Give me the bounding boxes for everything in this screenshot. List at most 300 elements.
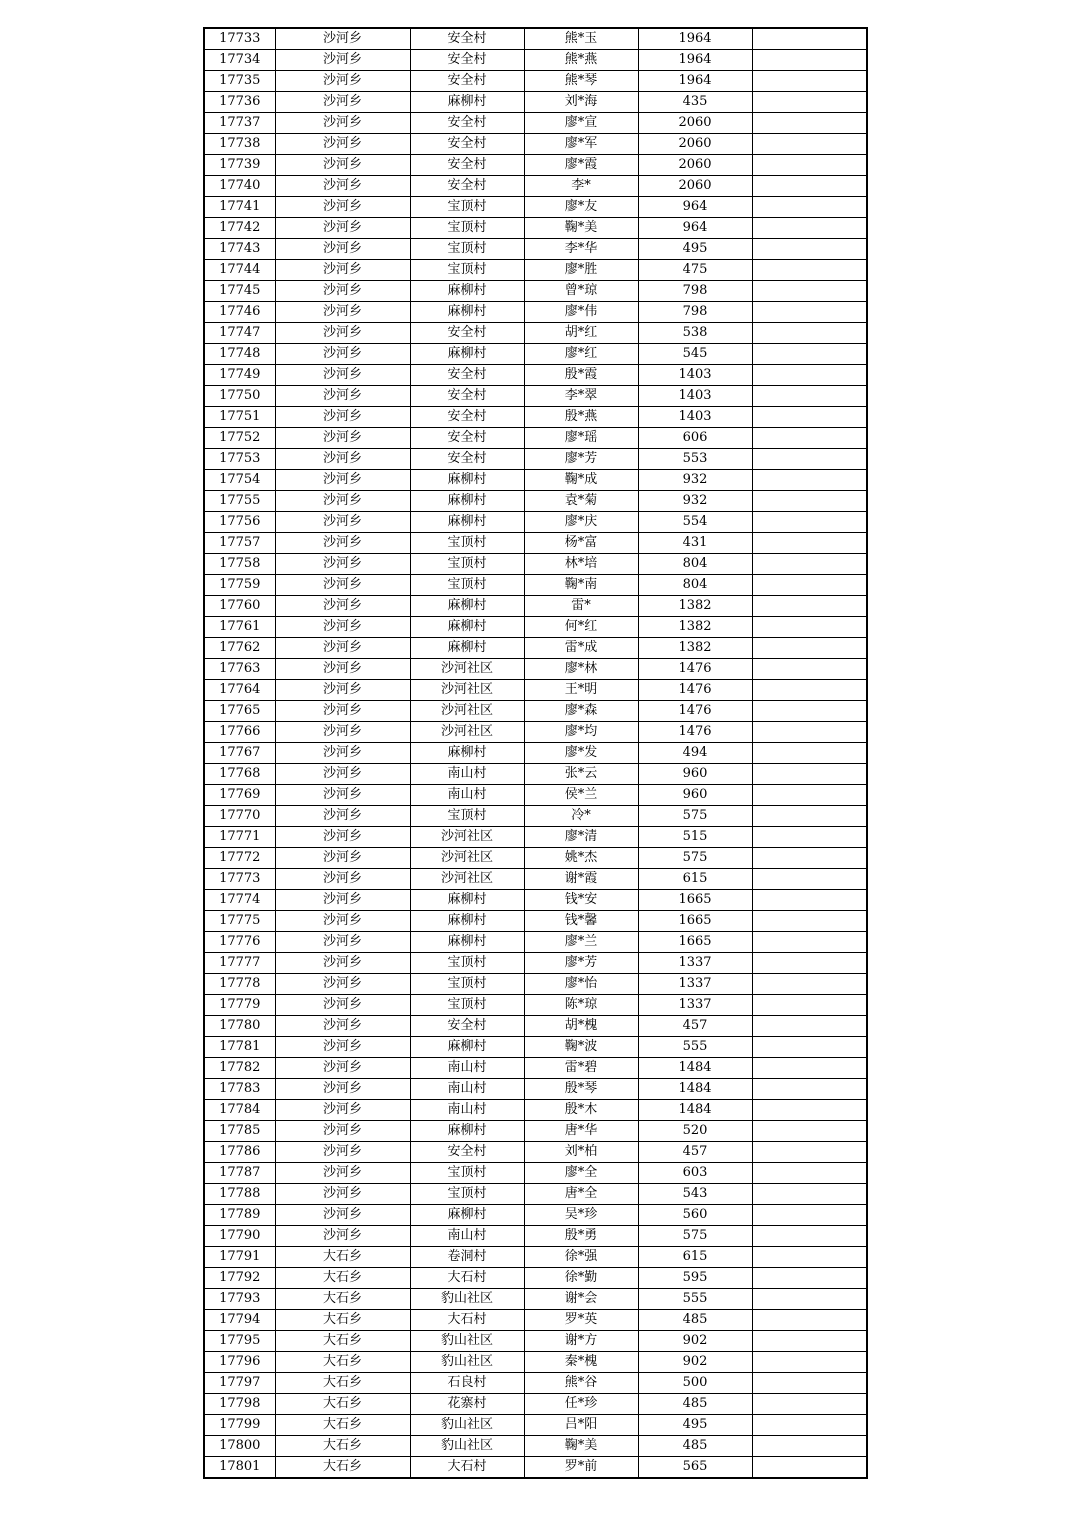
- table-row: [204, 218, 867, 239]
- village-cell: 麻柳村: [410, 596, 524, 617]
- amount-cell: 603: [638, 1163, 752, 1184]
- note-cell: [752, 659, 867, 680]
- table-row: [204, 1016, 867, 1037]
- note-cell: [752, 1457, 867, 1479]
- township-cell: 沙河乡: [275, 407, 410, 428]
- table-row: [204, 449, 867, 470]
- village-cell: 南山村: [410, 1226, 524, 1247]
- serial-cell: 17768: [204, 764, 275, 785]
- table-row: [204, 1289, 867, 1310]
- table-row: [204, 470, 867, 491]
- township-cell: 沙河乡: [275, 722, 410, 743]
- amount-cell: 804: [638, 554, 752, 575]
- village-cell: 麻柳村: [410, 92, 524, 113]
- note-cell: [752, 1436, 867, 1457]
- township-cell: 沙河乡: [275, 386, 410, 407]
- amount-cell: 595: [638, 1268, 752, 1289]
- serial-cell: 17759: [204, 575, 275, 596]
- serial-cell: 17785: [204, 1121, 275, 1142]
- name-cell: 吴*珍: [524, 1205, 638, 1226]
- table-row: [204, 1037, 867, 1058]
- note-cell: [752, 932, 867, 953]
- table-row: [204, 617, 867, 638]
- note-cell: [752, 911, 867, 932]
- township-cell: 沙河乡: [275, 218, 410, 239]
- note-cell: [752, 155, 867, 176]
- name-cell: 谢*会: [524, 1289, 638, 1310]
- amount-cell: 1403: [638, 386, 752, 407]
- village-cell: 麻柳村: [410, 302, 524, 323]
- table-row: [204, 260, 867, 281]
- village-cell: 宝顶村: [410, 239, 524, 260]
- township-cell: 沙河乡: [275, 1142, 410, 1163]
- serial-cell: 17742: [204, 218, 275, 239]
- township-cell: 沙河乡: [275, 743, 410, 764]
- note-cell: [752, 428, 867, 449]
- note-cell: [752, 50, 867, 71]
- table-row: [204, 743, 867, 764]
- table-row: [204, 1163, 867, 1184]
- village-cell: 安全村: [410, 28, 524, 50]
- township-cell: 沙河乡: [275, 1121, 410, 1142]
- village-cell: 沙河社区: [410, 680, 524, 701]
- amount-cell: 932: [638, 470, 752, 491]
- township-cell: 沙河乡: [275, 953, 410, 974]
- table-row: [204, 1373, 867, 1394]
- serial-cell: 17756: [204, 512, 275, 533]
- township-cell: 大石乡: [275, 1310, 410, 1331]
- township-cell: 沙河乡: [275, 281, 410, 302]
- village-cell: 麻柳村: [410, 491, 524, 512]
- township-cell: 沙河乡: [275, 806, 410, 827]
- village-cell: 沙河社区: [410, 722, 524, 743]
- amount-cell: 555: [638, 1289, 752, 1310]
- table-row: [204, 785, 867, 806]
- amount-cell: 520: [638, 1121, 752, 1142]
- serial-cell: 17770: [204, 806, 275, 827]
- serial-cell: 17738: [204, 134, 275, 155]
- serial-cell: 17758: [204, 554, 275, 575]
- serial-cell: 17798: [204, 1394, 275, 1415]
- table-row: [204, 848, 867, 869]
- township-cell: 沙河乡: [275, 1037, 410, 1058]
- township-cell: 沙河乡: [275, 659, 410, 680]
- table-row: [204, 869, 867, 890]
- amount-cell: 475: [638, 260, 752, 281]
- name-cell: 雷*成: [524, 638, 638, 659]
- name-cell: 罗*前: [524, 1457, 638, 1479]
- name-cell: 廖*芳: [524, 953, 638, 974]
- serial-cell: 17745: [204, 281, 275, 302]
- table-row: [204, 1226, 867, 1247]
- township-cell: 沙河乡: [275, 428, 410, 449]
- township-cell: 沙河乡: [275, 176, 410, 197]
- note-cell: [752, 134, 867, 155]
- township-cell: 沙河乡: [275, 848, 410, 869]
- serial-cell: 17753: [204, 449, 275, 470]
- note-cell: [752, 71, 867, 92]
- table-row: [204, 302, 867, 323]
- note-cell: [752, 344, 867, 365]
- village-cell: 宝顶村: [410, 953, 524, 974]
- note-cell: [752, 743, 867, 764]
- name-cell: 廖*芳: [524, 449, 638, 470]
- amount-cell: 553: [638, 449, 752, 470]
- name-cell: 徐*强: [524, 1247, 638, 1268]
- amount-cell: 1337: [638, 995, 752, 1016]
- name-cell: 姚*杰: [524, 848, 638, 869]
- name-cell: 殷*燕: [524, 407, 638, 428]
- table-row: [204, 344, 867, 365]
- note-cell: [752, 1142, 867, 1163]
- township-cell: 沙河乡: [275, 890, 410, 911]
- village-cell: 麻柳村: [410, 911, 524, 932]
- amount-cell: 960: [638, 764, 752, 785]
- amount-cell: 495: [638, 239, 752, 260]
- township-cell: 沙河乡: [275, 827, 410, 848]
- note-cell: [752, 1352, 867, 1373]
- note-cell: [752, 92, 867, 113]
- township-cell: 沙河乡: [275, 260, 410, 281]
- amount-cell: 1476: [638, 701, 752, 722]
- serial-cell: 17761: [204, 617, 275, 638]
- amount-cell: 902: [638, 1352, 752, 1373]
- township-cell: 大石乡: [275, 1373, 410, 1394]
- note-cell: [752, 638, 867, 659]
- name-cell: 谢*方: [524, 1331, 638, 1352]
- serial-cell: 17741: [204, 197, 275, 218]
- village-cell: 豹山社区: [410, 1331, 524, 1352]
- table-row: [204, 491, 867, 512]
- table-row: [204, 176, 867, 197]
- serial-cell: 17783: [204, 1079, 275, 1100]
- village-cell: 南山村: [410, 1079, 524, 1100]
- serial-cell: 17750: [204, 386, 275, 407]
- township-cell: 大石乡: [275, 1331, 410, 1352]
- township-cell: 大石乡: [275, 1457, 410, 1479]
- name-cell: 刘*柏: [524, 1142, 638, 1163]
- table-row: [204, 890, 867, 911]
- serial-cell: 17788: [204, 1184, 275, 1205]
- serial-cell: 17748: [204, 344, 275, 365]
- note-cell: [752, 1184, 867, 1205]
- township-cell: 沙河乡: [275, 1016, 410, 1037]
- village-cell: 南山村: [410, 1058, 524, 1079]
- name-cell: 廖*宣: [524, 113, 638, 134]
- amount-cell: 1665: [638, 932, 752, 953]
- name-cell: 钱*安: [524, 890, 638, 911]
- name-cell: 鞠*美: [524, 218, 638, 239]
- name-cell: 鞠*南: [524, 575, 638, 596]
- township-cell: 沙河乡: [275, 533, 410, 554]
- table-row: [204, 428, 867, 449]
- amount-cell: 606: [638, 428, 752, 449]
- village-cell: 沙河社区: [410, 848, 524, 869]
- note-cell: [752, 1037, 867, 1058]
- amount-cell: 932: [638, 491, 752, 512]
- village-cell: 安全村: [410, 71, 524, 92]
- name-cell: 秦*槐: [524, 1352, 638, 1373]
- serial-cell: 17776: [204, 932, 275, 953]
- amount-cell: 1665: [638, 890, 752, 911]
- table-row: [204, 1394, 867, 1415]
- township-cell: 沙河乡: [275, 680, 410, 701]
- township-cell: 沙河乡: [275, 638, 410, 659]
- note-cell: [752, 617, 867, 638]
- village-cell: 宝顶村: [410, 260, 524, 281]
- serial-cell: 17773: [204, 869, 275, 890]
- table-body: [204, 28, 867, 1478]
- township-cell: 沙河乡: [275, 1079, 410, 1100]
- note-cell: [752, 470, 867, 491]
- serial-cell: 17781: [204, 1037, 275, 1058]
- serial-cell: 17743: [204, 239, 275, 260]
- serial-cell: 17763: [204, 659, 275, 680]
- serial-cell: 17760: [204, 596, 275, 617]
- township-cell: 沙河乡: [275, 617, 410, 638]
- township-cell: 大石乡: [275, 1436, 410, 1457]
- table-row: [204, 596, 867, 617]
- table-row: [204, 1184, 867, 1205]
- table-row: [204, 932, 867, 953]
- serial-cell: 17791: [204, 1247, 275, 1268]
- amount-cell: 485: [638, 1310, 752, 1331]
- data-table: [203, 27, 868, 1479]
- amount-cell: 1337: [638, 953, 752, 974]
- name-cell: 唐*华: [524, 1121, 638, 1142]
- table-row: [204, 1079, 867, 1100]
- village-cell: 宝顶村: [410, 533, 524, 554]
- serial-cell: 17797: [204, 1373, 275, 1394]
- serial-cell: 17744: [204, 260, 275, 281]
- name-cell: 杨*富: [524, 533, 638, 554]
- note-cell: [752, 575, 867, 596]
- table-row: [204, 953, 867, 974]
- note-cell: [752, 1121, 867, 1142]
- note-cell: [752, 302, 867, 323]
- township-cell: 沙河乡: [275, 1100, 410, 1121]
- table-row: [204, 407, 867, 428]
- table-row: [204, 71, 867, 92]
- serial-cell: 17751: [204, 407, 275, 428]
- serial-cell: 17794: [204, 1310, 275, 1331]
- name-cell: 谢*霞: [524, 869, 638, 890]
- note-cell: [752, 806, 867, 827]
- amount-cell: 1382: [638, 617, 752, 638]
- township-cell: 沙河乡: [275, 134, 410, 155]
- village-cell: 大石村: [410, 1310, 524, 1331]
- township-cell: 沙河乡: [275, 1226, 410, 1247]
- township-cell: 沙河乡: [275, 1163, 410, 1184]
- serial-cell: 17755: [204, 491, 275, 512]
- table-row: [204, 365, 867, 386]
- township-cell: 沙河乡: [275, 50, 410, 71]
- serial-cell: 17795: [204, 1331, 275, 1352]
- village-cell: 宝顶村: [410, 995, 524, 1016]
- serial-cell: 17774: [204, 890, 275, 911]
- name-cell: 王*明: [524, 680, 638, 701]
- table-row: [204, 722, 867, 743]
- serial-cell: 17786: [204, 1142, 275, 1163]
- note-cell: [752, 113, 867, 134]
- serial-cell: 17771: [204, 827, 275, 848]
- township-cell: 沙河乡: [275, 302, 410, 323]
- note-cell: [752, 1310, 867, 1331]
- name-cell: 张*云: [524, 764, 638, 785]
- village-cell: 沙河社区: [410, 869, 524, 890]
- serial-cell: 17780: [204, 1016, 275, 1037]
- amount-cell: 431: [638, 533, 752, 554]
- amount-cell: 575: [638, 1226, 752, 1247]
- table-row: [204, 827, 867, 848]
- note-cell: [752, 1289, 867, 1310]
- village-cell: 安全村: [410, 113, 524, 134]
- village-cell: 卷洞村: [410, 1247, 524, 1268]
- serial-cell: 17740: [204, 176, 275, 197]
- serial-cell: 17784: [204, 1100, 275, 1121]
- amount-cell: 515: [638, 827, 752, 848]
- amount-cell: 565: [638, 1457, 752, 1479]
- note-cell: [752, 1205, 867, 1226]
- name-cell: 吕*阳: [524, 1415, 638, 1436]
- serial-cell: 17790: [204, 1226, 275, 1247]
- note-cell: [752, 701, 867, 722]
- table-row: [204, 281, 867, 302]
- amount-cell: 615: [638, 869, 752, 890]
- note-cell: [752, 554, 867, 575]
- amount-cell: 798: [638, 302, 752, 323]
- table-row: [204, 1457, 867, 1479]
- note-cell: [752, 197, 867, 218]
- name-cell: 熊*谷: [524, 1373, 638, 1394]
- table-row: [204, 911, 867, 932]
- township-cell: 沙河乡: [275, 1184, 410, 1205]
- serial-cell: 17754: [204, 470, 275, 491]
- township-cell: 沙河乡: [275, 911, 410, 932]
- amount-cell: 457: [638, 1016, 752, 1037]
- note-cell: [752, 218, 867, 239]
- village-cell: 安全村: [410, 428, 524, 449]
- township-cell: 沙河乡: [275, 995, 410, 1016]
- amount-cell: 964: [638, 197, 752, 218]
- note-cell: [752, 512, 867, 533]
- name-cell: 廖*庆: [524, 512, 638, 533]
- name-cell: 廖*全: [524, 1163, 638, 1184]
- name-cell: 李*华: [524, 239, 638, 260]
- table-row: [204, 1415, 867, 1436]
- township-cell: 沙河乡: [275, 491, 410, 512]
- note-cell: [752, 680, 867, 701]
- name-cell: 廖*军: [524, 134, 638, 155]
- name-cell: 李*: [524, 176, 638, 197]
- village-cell: 大石村: [410, 1457, 524, 1479]
- table-row: [204, 1100, 867, 1121]
- serial-cell: 17757: [204, 533, 275, 554]
- village-cell: 安全村: [410, 155, 524, 176]
- name-cell: 侯*兰: [524, 785, 638, 806]
- village-cell: 安全村: [410, 50, 524, 71]
- serial-cell: 17765: [204, 701, 275, 722]
- table-row: [204, 386, 867, 407]
- name-cell: 胡*槐: [524, 1016, 638, 1037]
- table-row: [204, 764, 867, 785]
- serial-cell: 17801: [204, 1457, 275, 1479]
- table-row: [204, 1331, 867, 1352]
- amount-cell: 457: [638, 1142, 752, 1163]
- table-row: [204, 806, 867, 827]
- village-cell: 石良村: [410, 1373, 524, 1394]
- serial-cell: 17787: [204, 1163, 275, 1184]
- township-cell: 沙河乡: [275, 92, 410, 113]
- township-cell: 沙河乡: [275, 974, 410, 995]
- village-cell: 沙河社区: [410, 659, 524, 680]
- village-cell: 麻柳村: [410, 1121, 524, 1142]
- village-cell: 麻柳村: [410, 743, 524, 764]
- name-cell: 唐*全: [524, 1184, 638, 1205]
- village-cell: 麻柳村: [410, 890, 524, 911]
- note-cell: [752, 1373, 867, 1394]
- table-row: [204, 680, 867, 701]
- table-row: [204, 239, 867, 260]
- township-cell: 沙河乡: [275, 239, 410, 260]
- serial-cell: 17777: [204, 953, 275, 974]
- note-cell: [752, 1058, 867, 1079]
- name-cell: 殷*霞: [524, 365, 638, 386]
- amount-cell: 2060: [638, 113, 752, 134]
- name-cell: 鞠*美: [524, 1436, 638, 1457]
- name-cell: 鞠*成: [524, 470, 638, 491]
- serial-cell: 17782: [204, 1058, 275, 1079]
- village-cell: 麻柳村: [410, 344, 524, 365]
- table-row: [204, 1436, 867, 1457]
- note-cell: [752, 260, 867, 281]
- serial-cell: 17733: [204, 28, 275, 50]
- table-row: [204, 1121, 867, 1142]
- name-cell: 陈*琼: [524, 995, 638, 1016]
- amount-cell: 964: [638, 218, 752, 239]
- township-cell: 沙河乡: [275, 785, 410, 806]
- village-cell: 安全村: [410, 449, 524, 470]
- name-cell: 雷*: [524, 596, 638, 617]
- table-row: [204, 512, 867, 533]
- name-cell: 林*培: [524, 554, 638, 575]
- table-row: [204, 575, 867, 596]
- village-cell: 豹山社区: [410, 1352, 524, 1373]
- village-cell: 安全村: [410, 323, 524, 344]
- township-cell: 沙河乡: [275, 470, 410, 491]
- name-cell: 廖*发: [524, 743, 638, 764]
- serial-cell: 17778: [204, 974, 275, 995]
- name-cell: 何*红: [524, 617, 638, 638]
- village-cell: 沙河社区: [410, 827, 524, 848]
- amount-cell: 1484: [638, 1079, 752, 1100]
- amount-cell: 560: [638, 1205, 752, 1226]
- table-row: [204, 638, 867, 659]
- table-row: [204, 1205, 867, 1226]
- amount-cell: 902: [638, 1331, 752, 1352]
- village-cell: 麻柳村: [410, 281, 524, 302]
- township-cell: 沙河乡: [275, 701, 410, 722]
- amount-cell: 575: [638, 806, 752, 827]
- village-cell: 安全村: [410, 176, 524, 197]
- amount-cell: 1484: [638, 1100, 752, 1121]
- serial-cell: 17792: [204, 1268, 275, 1289]
- note-cell: [752, 848, 867, 869]
- village-cell: 安全村: [410, 1016, 524, 1037]
- amount-cell: 615: [638, 1247, 752, 1268]
- township-cell: 沙河乡: [275, 155, 410, 176]
- note-cell: [752, 533, 867, 554]
